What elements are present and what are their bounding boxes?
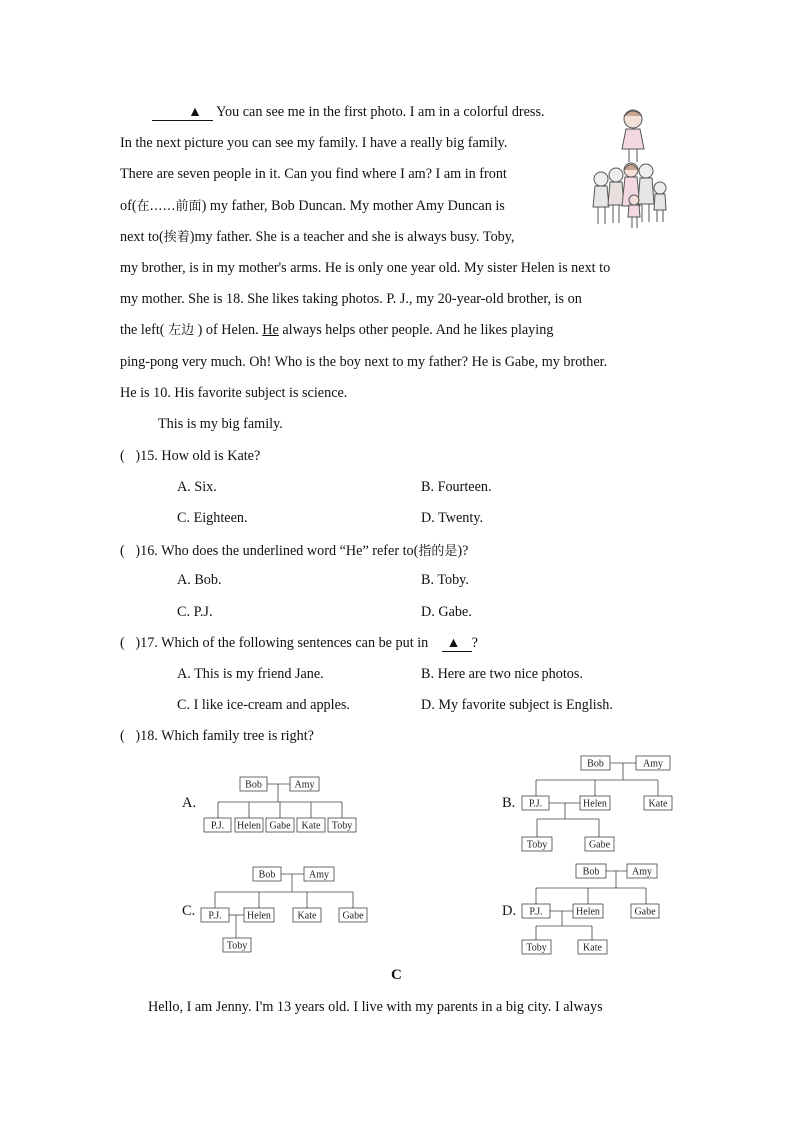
tree-a-amy: Amy bbox=[294, 779, 315, 791]
svg-text:Kate: Kate bbox=[648, 798, 668, 810]
passage-line-4: of(在……前面) my father, Bob Duncan. My mother Amy Duncan is bbox=[120, 197, 505, 214]
tree-c-label[interactable]: C. bbox=[182, 903, 196, 919]
svg-text:Helen: Helen bbox=[583, 798, 607, 810]
svg-text:Toby: Toby bbox=[526, 942, 547, 954]
svg-text:Gabe: Gabe bbox=[588, 839, 611, 851]
question-15: ( )15. How old is Kate? bbox=[120, 448, 261, 464]
q16-option-b[interactable]: B. Toby. bbox=[421, 572, 469, 588]
tree-a-label[interactable]: A. bbox=[182, 795, 197, 811]
svg-text:Bob: Bob bbox=[587, 758, 604, 770]
svg-text:Amy: Amy bbox=[643, 758, 663, 770]
svg-text:P.J.: P.J. bbox=[529, 906, 543, 918]
svg-text:Bob: Bob bbox=[258, 869, 276, 881]
q17-option-a[interactable]: A. This is my friend Jane. bbox=[177, 666, 324, 682]
q17-option-d[interactable]: D. My favorite subject is English. bbox=[421, 697, 613, 713]
passage-line-8: the left( 左边 ) of Helen. He always helps other people. And he likes playing bbox=[120, 322, 554, 339]
q17-blank[interactable]: ▲ bbox=[442, 636, 471, 652]
question-16: ( )16. Who does the underlined word “He” refer to(指的是)? bbox=[120, 543, 469, 559]
svg-text:Gabe: Gabe bbox=[269, 820, 291, 832]
passage-line-2: In the next picture you can see my family. I have a really big family. bbox=[120, 135, 508, 152]
svg-text:Toby: Toby bbox=[526, 839, 548, 851]
svg-text:Kate: Kate bbox=[301, 820, 321, 832]
underlined-he: He bbox=[262, 322, 279, 339]
svg-text:Amy: Amy bbox=[632, 866, 652, 878]
tree-b-label[interactable]: B. bbox=[502, 795, 516, 811]
svg-text:Gabe: Gabe bbox=[342, 910, 364, 922]
passage-closing: This is my big family. bbox=[158, 416, 283, 433]
svg-text:Gabe: Gabe bbox=[634, 906, 656, 918]
svg-text:P.J.: P.J. bbox=[208, 910, 222, 922]
svg-text:Toby: Toby bbox=[226, 940, 248, 952]
svg-text:Helen: Helen bbox=[247, 910, 271, 922]
svg-text:Kate: Kate bbox=[583, 942, 602, 954]
family-tree-b bbox=[518, 752, 678, 859]
q17-option-b[interactable]: B. Here are two nice photos. bbox=[421, 666, 583, 682]
family-illustration bbox=[586, 104, 676, 234]
family-tree-a bbox=[200, 772, 360, 841]
family-tree-c bbox=[198, 862, 370, 961]
q17-option-c[interactable]: C. I like ice-cream and apples. bbox=[177, 697, 350, 713]
q16-option-a[interactable]: A. Bob. bbox=[177, 572, 222, 588]
svg-text:Helen: Helen bbox=[576, 906, 600, 918]
svg-text:Amy: Amy bbox=[309, 869, 329, 881]
question-18: ( )18. Which family tree is right? bbox=[120, 728, 314, 744]
answer-blank[interactable]: ▲ bbox=[152, 105, 213, 121]
svg-text:P.J.: P.J. bbox=[210, 820, 225, 832]
section-c-text: Hello, I am Jenny. I'm 13 years old. I live with my parents in a big city. I always bbox=[148, 999, 603, 1015]
tree-d-label[interactable]: D. bbox=[502, 903, 517, 919]
q16-option-d[interactable]: D. Gabe. bbox=[421, 604, 472, 620]
svg-text:Toby: Toby bbox=[331, 820, 353, 832]
q16-option-c[interactable]: C. P.J. bbox=[177, 604, 213, 620]
passage-line-6: my brother, is in my mother's arms. He is only one year old. My sister Helen is next to bbox=[120, 260, 611, 277]
passage-line-5: next to(挨着)my father. She is a teacher and she is always busy. Toby, bbox=[120, 228, 515, 245]
q15-option-c[interactable]: C. Eighteen. bbox=[177, 510, 248, 526]
passage-line-9: ping-pong very much. Oh! Who is the boy next to my father? He is Gabe, my brother. bbox=[120, 353, 608, 370]
passage-line-1: ▲ You can see me in the first photo. I am in a colorful dress. bbox=[120, 97, 580, 128]
svg-text:P.J.: P.J. bbox=[528, 798, 543, 810]
q15-option-b[interactable]: B. Fourteen. bbox=[421, 479, 492, 495]
family-tree-d bbox=[518, 860, 668, 961]
passage-line-10: He is 10. His favorite subject is science. bbox=[120, 384, 348, 401]
passage-line-3: There are seven people in it. Can you find where I am? I am in front bbox=[120, 166, 507, 183]
section-c-heading: C bbox=[391, 967, 402, 983]
tree-a-bob: Bob bbox=[245, 779, 262, 791]
q15-option-d[interactable]: D. Twenty. bbox=[421, 510, 484, 526]
question-17: ( )17. Which of the following sentences can be put in ▲ ? bbox=[120, 635, 478, 651]
svg-text:Helen: Helen bbox=[237, 820, 261, 832]
q15-option-a[interactable]: A. Six. bbox=[177, 479, 217, 495]
svg-text:Bob: Bob bbox=[582, 866, 600, 878]
family-drawing-icon bbox=[586, 104, 676, 234]
passage-line-7: my mother. She is 18. She likes taking photos. P. J., my 20-year-old brother, is on bbox=[120, 291, 582, 308]
svg-text:Kate: Kate bbox=[297, 910, 317, 922]
